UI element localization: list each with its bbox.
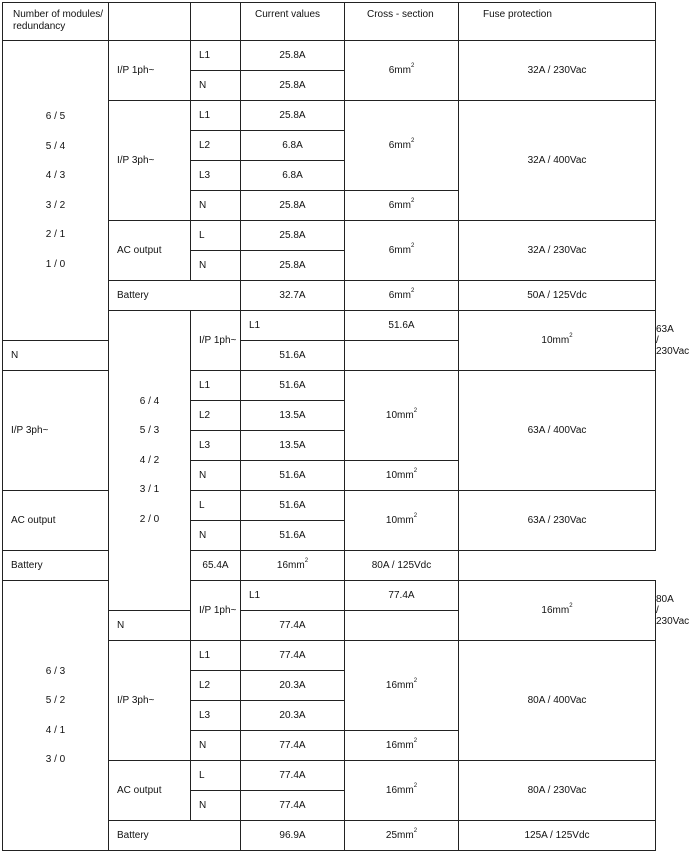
current-value: 25.8A — [241, 251, 345, 281]
battery-label: Battery — [109, 821, 241, 851]
phase-label: L3 — [191, 431, 241, 461]
cross-section-value: 16mm — [276, 560, 305, 571]
phase-label: L1 — [191, 371, 241, 401]
redundancy-value: 6 / 4 — [139, 395, 160, 407]
fuse-protection: 32A / 230Vac — [459, 221, 656, 281]
cross-section-cell — [345, 731, 459, 761]
phase-label: L2 — [191, 131, 241, 161]
phase-label: L1 — [241, 311, 345, 341]
table-row — [3, 551, 656, 581]
cross-section-cell — [345, 101, 459, 191]
fuse-protection: 80A / 400Vac — [459, 641, 656, 761]
phase-label: N — [109, 611, 191, 641]
phase-label: L1 — [191, 41, 241, 71]
redundancy-value: 1 / 0 — [45, 258, 66, 270]
phase-label: N — [3, 341, 109, 371]
current-value: 20.3A — [241, 701, 345, 731]
redundancy-value: 3 / 2 — [45, 199, 66, 211]
redundancy-value: 4 / 2 — [139, 454, 160, 466]
current-value: 32.7A — [241, 281, 345, 311]
input-3ph-label: I/P 3ph~ — [109, 101, 191, 221]
phase-label: N — [191, 731, 241, 761]
current-value: 51.6A — [241, 461, 345, 491]
phase-label: L — [191, 761, 241, 791]
cross-section-cell — [345, 461, 459, 491]
cross-section-value: 6mm — [388, 200, 411, 211]
current-value: 25.8A — [241, 71, 345, 101]
phase-label: N — [191, 521, 241, 551]
redundancy-value: 5 / 3 — [139, 425, 160, 437]
cross-section-exponent: 2 — [413, 678, 418, 684]
header-cross-section: Cross - section — [345, 3, 459, 41]
phase-label: L — [191, 491, 241, 521]
table-row: 6 / 3 5 / 2 4 / 1 3 / 0 I/P 1ph~ L1 77.4A $16mm^2$ 80A / 230Vac — [3, 581, 656, 611]
table-row — [3, 491, 656, 521]
header-modules: Number of modules/ redundancy — [3, 3, 109, 41]
cross-section-exponent: 2 — [413, 408, 418, 414]
cross-section-exponent: 2 — [413, 468, 418, 474]
header-current-values: Current values — [241, 3, 345, 41]
cross-section-value: 6mm — [388, 65, 411, 76]
current-value: 96.9A — [241, 821, 345, 851]
phase-label: L1 — [191, 641, 241, 671]
header-row — [3, 3, 656, 41]
cross-section-value: 25mm — [385, 830, 414, 841]
cross-section-exponent: 2 — [413, 783, 418, 789]
cross-section-cell — [345, 821, 459, 851]
current-value: 6.8A — [241, 131, 345, 161]
cross-section-cell — [345, 641, 459, 731]
phase-label: L3 — [191, 701, 241, 731]
cross-section-value: 16mm — [385, 680, 414, 691]
cross-section-cell — [459, 311, 656, 371]
cross-section-cell — [345, 191, 459, 221]
current-value: 77.4A — [241, 731, 345, 761]
current-value: 6.8A — [241, 161, 345, 191]
cross-section-value: 10mm — [385, 410, 414, 421]
redundancy-value: 3 / 0 — [45, 754, 66, 765]
cross-section-value: 16mm — [541, 605, 570, 616]
phase-label: L1 — [191, 101, 241, 131]
cross-section-exponent: 2 — [410, 138, 415, 144]
cross-section-value: 10mm — [541, 335, 570, 346]
redundancy-value: 2 / 0 — [139, 513, 160, 525]
cross-section-exponent: 2 — [410, 198, 415, 204]
specification-table — [2, 2, 689, 851]
current-value: 77.4A — [241, 641, 345, 671]
fuse-protection: 32A / 230Vac — [459, 41, 656, 101]
current-value: 77.4A — [345, 581, 459, 611]
cross-section-exponent: 2 — [413, 738, 418, 744]
table-row — [3, 41, 656, 71]
input-1ph-label: I/P 1ph~ — [109, 41, 191, 101]
phase-label: N — [191, 71, 241, 101]
redundancy-value: 6 / 5 — [45, 111, 66, 122]
phase-label: L2 — [191, 401, 241, 431]
fuse-protection: 80A / 230Vac — [459, 761, 656, 821]
input-1ph-label: I/P 1ph~ — [191, 311, 241, 371]
phase-label: N — [191, 791, 241, 821]
ac-output-label: AC output — [109, 761, 191, 821]
cross-section-exponent: 2 — [410, 243, 415, 249]
header-fuse-protection: Fuse protection — [459, 3, 656, 41]
redundancy-value: 4 / 3 — [45, 170, 66, 181]
current-value: 25.8A — [241, 221, 345, 251]
header-blank — [109, 3, 191, 41]
cross-section-cell — [241, 551, 345, 581]
cross-section-exponent: 2 — [304, 558, 309, 564]
current-value: 25.8A — [241, 41, 345, 71]
current-value: 51.6A — [241, 521, 345, 551]
phase-label: N — [191, 191, 241, 221]
phase-label: N — [191, 251, 241, 281]
cross-section-value: 10mm — [385, 470, 414, 481]
cross-section-cell — [459, 581, 656, 641]
current-value: 65.4A — [191, 551, 241, 581]
fuse-protection: 63A / 230Vac — [459, 491, 656, 551]
phase-label: L — [191, 221, 241, 251]
redundancy-value: 2 / 1 — [45, 229, 66, 240]
current-value: 20.3A — [241, 671, 345, 701]
cross-section-exponent: 2 — [410, 288, 415, 294]
redundancy-value: 4 / 1 — [45, 724, 66, 736]
battery-label: Battery — [109, 281, 241, 311]
redundancy-value: 6 / 3 — [45, 665, 66, 677]
cross-section-exponent: 2 — [413, 828, 418, 834]
current-value: 77.4A — [241, 791, 345, 821]
table-row: 6 / 4 5 / 3 4 / 2 3 / 1 2 / 0 I/P 1ph~ L1 51.6A $10mm^2$ 63A / 230Vac — [3, 311, 656, 341]
input-1ph-label: I/P 1ph~ — [191, 581, 241, 641]
ac-output-label: AC output — [3, 491, 109, 551]
header-blank — [191, 3, 241, 41]
fuse-protection: 63A / 400Vac — [459, 371, 656, 491]
cross-section-value: 6mm — [388, 290, 411, 301]
redundancy-value: 5 / 2 — [45, 695, 66, 706]
cross-section-exponent: 2 — [410, 63, 415, 69]
cross-section-cell — [345, 281, 459, 311]
current-value: 77.4A — [241, 611, 345, 641]
fuse-protection: 50A / 125Vdc — [459, 281, 656, 311]
redundancy-value: 5 / 4 — [45, 140, 66, 152]
cross-section-value: 10mm — [385, 515, 414, 526]
fuse-protection: 125A / 125Vdc — [459, 821, 656, 851]
table-row — [3, 371, 656, 401]
table-body — [3, 41, 689, 851]
cross-section-cell — [345, 761, 459, 821]
input-3ph-label: I/P 3ph~ — [109, 641, 191, 761]
cross-section-cell — [345, 41, 459, 101]
cross-section-exponent: 2 — [569, 603, 573, 609]
ac-output-label: AC output — [109, 221, 191, 281]
fuse-protection: 32A / 400Vac — [459, 101, 656, 221]
phase-label: L1 — [241, 581, 345, 611]
phase-label: N — [191, 461, 241, 491]
cross-section-cell — [345, 221, 459, 281]
cross-section-value: 6mm — [388, 245, 411, 256]
redundancy-group-cell — [3, 41, 109, 341]
current-value: 51.6A — [241, 341, 345, 371]
current-value: 51.6A — [241, 371, 345, 401]
cross-section-exponent: 2 — [413, 513, 418, 519]
phase-label: L2 — [191, 671, 241, 701]
cross-section-value: 16mm — [385, 785, 414, 796]
current-value: 13.5A — [241, 401, 345, 431]
current-value: 51.6A — [345, 311, 459, 341]
input-3ph-label: I/P 3ph~ — [3, 371, 109, 491]
cross-section-value: 6mm — [388, 140, 411, 151]
cross-section-exponent: 2 — [569, 333, 573, 339]
fuse-protection: 80A / 125Vdc — [345, 551, 459, 581]
current-value: 25.8A — [241, 101, 345, 131]
battery-label: Battery — [3, 551, 191, 581]
cross-section-cell — [345, 371, 459, 461]
phase-label: L3 — [191, 161, 241, 191]
cross-section-cell — [345, 491, 459, 551]
cross-section-value: 16mm — [385, 740, 414, 751]
current-value: 51.6A — [241, 491, 345, 521]
current-value: 77.4A — [241, 761, 345, 791]
redundancy-value: 3 / 1 — [139, 484, 160, 496]
redundancy-group-cell — [3, 581, 109, 851]
current-value: 13.5A — [241, 431, 345, 461]
current-value: 25.8A — [241, 191, 345, 221]
